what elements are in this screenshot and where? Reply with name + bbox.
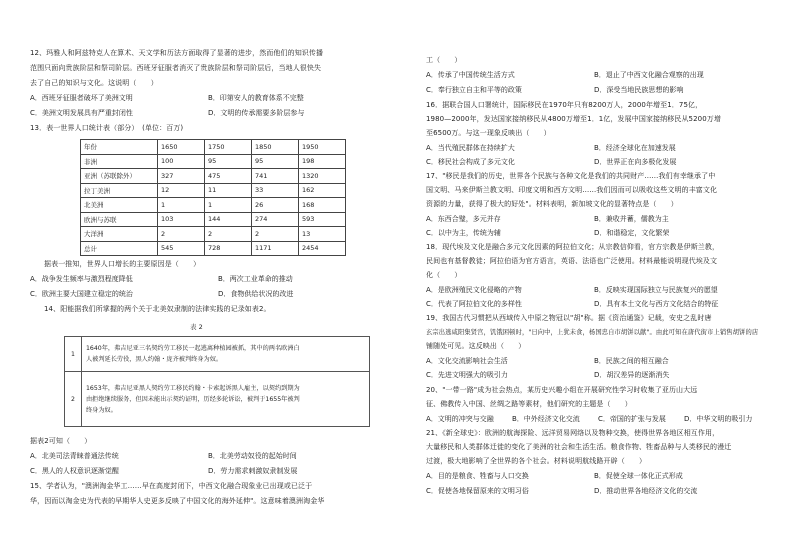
q15-line-2: 华，因而以淘金史为代表的早期华人史更多反映了中国文化的海外延伸"。这意味着澳洲淘金华 bbox=[30, 497, 325, 505]
q14-option-c: C．黑人的人权意识逐渐觉醒 bbox=[30, 467, 119, 475]
q19-option-b: B．民族之间的相互融合 bbox=[594, 357, 669, 365]
q15-option-b: B．退止了中西文化融合观察的出现 bbox=[594, 71, 704, 79]
q16-line-1: 16．据联合国人口署统计，国际移民在1970年只有8200万人，2000年增至1．75亿， bbox=[426, 101, 703, 109]
table-cell: 593 bbox=[299, 212, 346, 227]
q18-option-a: A．是欧洲殖民文化侵略的产物 bbox=[426, 286, 522, 294]
table-row-label: 总计 bbox=[81, 241, 158, 256]
q16-option-c: C．移民社会构成了多元文化 bbox=[426, 158, 515, 166]
table-cell: 741 bbox=[252, 169, 299, 184]
population-table bbox=[80, 139, 346, 256]
table-cell: 1320 bbox=[299, 169, 346, 184]
table-cell: 144 bbox=[205, 212, 252, 227]
table2-row2-line1: 1653年，弗吉尼亚黑人契约劳工移民约翰・卡索起诉黑人雇主，以契约到期为 bbox=[86, 384, 300, 392]
table-row bbox=[81, 183, 346, 198]
q19-line-2: 玄宗出逃咸阳集贤宫，饥饿困顿时，"日向中，上犹未食，杨国忠自市胡饼以献"。由此可知在唐代街市上销售胡饼的店 bbox=[426, 329, 759, 336]
q14-option-a: A．北美司法青睐普通法传统 bbox=[30, 452, 119, 460]
q15-option-c: C．奉行独立自主和平等的政策 bbox=[426, 86, 522, 94]
q13-stem: 据表一推知，世界人口增长的主要原因是（ ） bbox=[44, 260, 201, 268]
table-row bbox=[81, 169, 346, 184]
q17-line-1: 17、"移民是我们的历史，世界各个民族与各种文化是我们的共同财产……我们有幸继承了中 bbox=[426, 172, 716, 180]
table-cell: 1950 bbox=[299, 140, 346, 155]
table-cell: 2 bbox=[205, 227, 252, 242]
table2-row2-line2: 由拒绝继续服务，但因未能出示契约证明，历经多轮诉讼，被判于1655年被判 bbox=[86, 395, 300, 403]
q12-option-a: A．西班牙征服者破坏了美洲文明 bbox=[30, 94, 133, 102]
table-row bbox=[81, 154, 346, 169]
q18-line-2: 民间也有基督教徒；阿拉伯语为官方语言，英语、法语也广泛使用。材料最能说明现代埃及文 bbox=[426, 257, 718, 265]
q18-option-d: D．具有本土文化与西方文化结合的特征 bbox=[594, 300, 719, 308]
table-cell: 198 bbox=[299, 154, 346, 169]
table-row-label: 大洋洲 bbox=[81, 227, 158, 242]
q21-line-2: 大量移民和人类群体迁徙的变化了美洲的社会和生活生活。粮食作物、牲畜品种与人类移民的漫迁 bbox=[426, 443, 732, 451]
q19-line-3: 铺随处可见。这反映出（ ） bbox=[426, 342, 526, 350]
table-cell: 103 bbox=[158, 212, 205, 227]
q18-option-c: C．代表了阿拉伯文化的多样性 bbox=[426, 300, 522, 308]
table2-row-no: 2 bbox=[65, 372, 82, 427]
table-cell: 2454 bbox=[299, 241, 346, 256]
q20-option-a: A．文明的冲突与交融 bbox=[426, 415, 494, 423]
q16-line-2: 1980—2000年，发达国家接纳移民从4800万增至1．1亿，发展中国家接纳移民从5200万增 bbox=[426, 115, 721, 123]
q16-option-a: A．当代殖民群体在持续扩大 bbox=[426, 144, 515, 152]
q17-line-2: 国文明、马来伊斯兰教文明、印度文明和西方文明……我们因而可以吸收这些文明的丰富文化 bbox=[426, 186, 718, 194]
table-cell: 1 bbox=[158, 198, 205, 213]
q18-option-b: B．反映实现国际独立与民族复兴的愿望 bbox=[594, 286, 718, 294]
table2-row-no: 1 bbox=[65, 337, 82, 372]
table2-row-2 bbox=[65, 372, 370, 427]
table-cell: 26 bbox=[252, 198, 299, 213]
table-header-row bbox=[81, 140, 346, 155]
q12-line-1: 12、玛雅人和阿兹特克人在算术、天文学和历法方面取得了显著的进步，然而他们的知识传播 bbox=[30, 49, 324, 57]
table-row-label: 非洲 bbox=[81, 154, 158, 169]
q20-option-d: D．中华文明的吸引力 bbox=[684, 415, 753, 423]
q15-option-d: D．深受当地民族思想的影响 bbox=[594, 86, 684, 94]
q16-option-b: B．经济全球化在加速发展 bbox=[594, 144, 676, 152]
table-row-label: 亚洲（苏联除外） bbox=[81, 169, 158, 184]
q19-option-d: D．胡汉差异的逐渐消失 bbox=[594, 371, 670, 379]
q15-line-1: 15、学者认为，"澳洲淘金华工……早在高度封闭下，中西文化融合现象业已出现或已泛于 bbox=[30, 482, 313, 490]
q12-line-3: 去了自己的知识与文化。这说明（ ） bbox=[30, 79, 158, 87]
table-cell: 327 bbox=[158, 169, 205, 184]
q14-option-b: B．北美劳动奴役的起始时间 bbox=[208, 452, 297, 460]
q17-option-a: A．东西合璧，多元并存 bbox=[426, 215, 501, 223]
table2-title: 表 2 bbox=[190, 323, 203, 331]
table-cell: 162 bbox=[299, 183, 346, 198]
table-cell: 2 bbox=[252, 227, 299, 242]
q13-option-b: B．两次工业革命的推动 bbox=[218, 275, 293, 283]
table-row-label: 欧洲与苏联 bbox=[81, 212, 158, 227]
table-row-label: 年份 bbox=[81, 140, 158, 155]
q12-option-c: C．美洲文明发展具有严重封闭性 bbox=[30, 109, 133, 117]
q15-continued: 工（ ） bbox=[426, 56, 462, 64]
q17-line-3: 资源的力量，获得了极大的好处"。材料表明，新加坡文化的显著特点是（ ） bbox=[426, 200, 678, 208]
q18-line-3: 化（ ） bbox=[426, 271, 462, 279]
table-row bbox=[81, 198, 346, 213]
q12-option-d: D．文明的传承需要多阶层参与 bbox=[208, 109, 305, 117]
table-cell: 1850 bbox=[252, 140, 299, 155]
table-cell: 100 bbox=[158, 154, 205, 169]
table-cell: 2 bbox=[158, 227, 205, 242]
table-cell: 95 bbox=[205, 154, 252, 169]
table-row-label: 北美洲 bbox=[81, 198, 158, 213]
q13-option-a: A．战争发生频率与激烈程度降低 bbox=[30, 275, 133, 283]
q19-option-a: A．文化交流影响社会生活 bbox=[426, 357, 508, 365]
table-cell: 11 bbox=[205, 183, 252, 198]
table-cell: 1171 bbox=[252, 241, 299, 256]
q17-option-d: D．和谐稳定，文化繁荣 bbox=[594, 229, 670, 237]
q14-stem: 14、阳能据我们所掌握的两个关于北美奴隶制的法律实践的记录如表2。 bbox=[44, 305, 271, 313]
q17-option-c: C．以中为主，传统为辅 bbox=[426, 229, 501, 237]
q20-option-c: C．帝国的扩张与发展 bbox=[598, 415, 666, 423]
q21-line-1: 21、《新全球史》：欧洲的航海探险、远洋贸易网络以及物种交换，使得世界各地区相互作用， bbox=[426, 429, 720, 437]
q16-line-3: 至6500万。与这一现象反映出（ ） bbox=[426, 129, 551, 137]
table-cell: 728 bbox=[205, 241, 252, 256]
q19-option-c: C．先进文明强大的吸引力 bbox=[426, 371, 508, 379]
q20-line-2: 征、佛教传入中国、丝绸之路等素材，他们研究的主题是（ ） bbox=[426, 400, 632, 408]
slavery-record-table bbox=[64, 336, 370, 427]
q15-option-a: A．传承了中国传统生活方式 bbox=[426, 71, 515, 79]
q12-option-b: B．印第安人的教育体系不完整 bbox=[208, 94, 304, 102]
table-row-label: 拉丁美洲 bbox=[81, 183, 158, 198]
table-cell: 95 bbox=[252, 154, 299, 169]
q18-line-1: 18．现代埃及文化是融合多元文化因素的阿拉伯文化；从宗教信仰看，官方宗教是伊斯兰教， bbox=[426, 243, 720, 251]
q19-line-1: 19、我国古代习惯把从西域传入中原之物冠以"胡"称。据《资治通鉴》记载，安史之乱时唐 bbox=[426, 314, 712, 322]
q13-option-d: D．食物供给状况的改进 bbox=[218, 290, 294, 298]
table2-row2-line3: 终身为奴。 bbox=[86, 406, 117, 414]
q20-line-1: 20、"一带一路"成为社会热点，某历史兴趣小组在开展研究性学习时收集了亚历山大远 bbox=[426, 386, 698, 394]
table2-row1-line2: 人被判延长劳役，黑人约翰・庞齐被判终身为奴。 bbox=[86, 356, 223, 363]
q13-title: 13．表一世界人口统计表（部分） (单位：百万) bbox=[30, 124, 184, 132]
q21-option-d: D．推动世界各地经济文化的交流 bbox=[594, 487, 698, 495]
table-cell: 1 bbox=[205, 198, 252, 213]
q21-option-c: C．促使各地保留原来的文明习俗 bbox=[426, 487, 529, 495]
table-row bbox=[81, 227, 346, 242]
q20-option-b: B．中外经济文化交流 bbox=[512, 415, 580, 423]
table-cell: 274 bbox=[252, 212, 299, 227]
table-row bbox=[81, 241, 346, 256]
table-cell: 168 bbox=[299, 198, 346, 213]
table-cell: 33 bbox=[252, 183, 299, 198]
table-cell: 13 bbox=[299, 227, 346, 242]
q16-option-d: D．世界正在向多极化发展 bbox=[594, 158, 677, 166]
q17-option-b: B．兼收并蓄，儒教为主 bbox=[594, 215, 669, 223]
table-cell: 545 bbox=[158, 241, 205, 256]
q14-option-d: D．劳力需求刺激奴隶制发展 bbox=[208, 467, 298, 475]
q21-line-3: 过渡，极大地影响了全世界的各个社会。材料说明航线路开辟（ ） bbox=[426, 457, 647, 465]
table-cell: 1750 bbox=[205, 140, 252, 155]
q21-option-b: B．促使全球一体化正式形成 bbox=[594, 472, 683, 480]
q13-option-c: C．欧洲主要大国建立稳定的统治 bbox=[30, 290, 133, 298]
q12-line-2: 范围只面向贵族阶层和祭司阶层。西班牙征服者消灭了贵族阶层和祭司阶层后，当地人很快失 bbox=[30, 64, 322, 72]
table2-row-1 bbox=[65, 337, 370, 372]
q14-stem-2: 据表2可知（ ） bbox=[30, 437, 92, 445]
table-cell: 475 bbox=[205, 169, 252, 184]
table-row bbox=[81, 212, 346, 227]
table-cell: 12 bbox=[158, 183, 205, 198]
q21-option-a: A．目的是粮食、牲畜与人口交换 bbox=[426, 472, 529, 480]
table2-row1-line1: 1640年，弗吉尼亚三名契约劳工移民一起逃离种植园被抓，其中的两名欧洲白 bbox=[86, 345, 300, 352]
table-cell: 1650 bbox=[158, 140, 205, 155]
